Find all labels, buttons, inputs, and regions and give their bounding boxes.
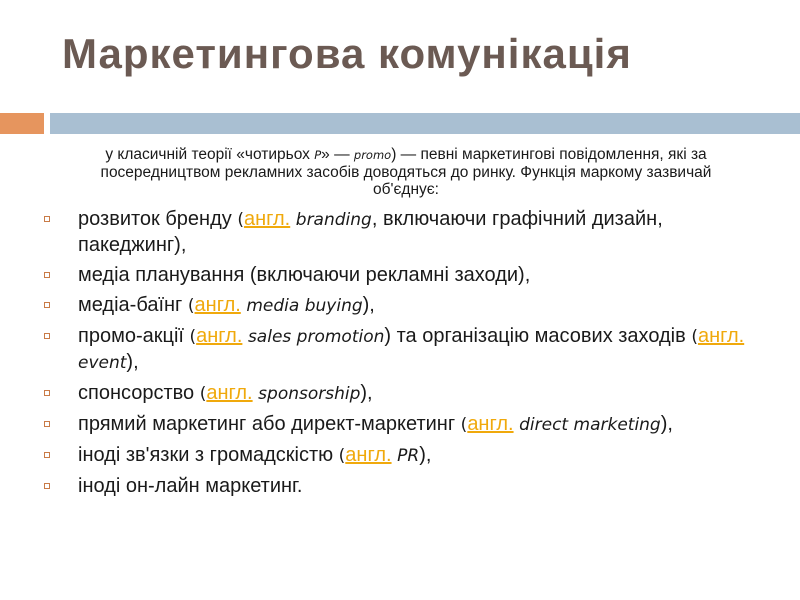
- list-item: [44, 412, 764, 438]
- divider-accent-left: [0, 113, 44, 134]
- foreign-term: media buying: [246, 296, 363, 316]
- foreign-term: direct marketing: [519, 415, 661, 435]
- bullet-text: медіа планування (включаючи рекламні заходи),: [78, 264, 531, 286]
- bullet-text: розвиток бренду: [78, 208, 238, 230]
- bullet-text: іноді зв'язки з громадскістю: [78, 444, 339, 466]
- foreign-term: sponsorship: [258, 384, 361, 404]
- intro-p-letter: P: [314, 148, 322, 162]
- square-bullet-icon: [44, 452, 50, 458]
- bullet-text: ),: [360, 382, 373, 404]
- divider-bar-right: [50, 113, 800, 134]
- list-item: [44, 381, 764, 407]
- foreign-term: PR: [397, 446, 420, 466]
- bullet-text: іноді он-лайн маркетинг.: [78, 475, 303, 497]
- intro-text-1: у класичній теорії «чотирьох: [105, 146, 315, 163]
- engl-link[interactable]: англ.: [345, 444, 392, 466]
- engl-link[interactable]: англ.: [194, 294, 241, 316]
- engl-link[interactable]: англ.: [196, 325, 243, 347]
- open-paren: (: [237, 210, 244, 230]
- bullet-text: промо-акції: [78, 325, 190, 347]
- square-bullet-icon: [44, 216, 50, 222]
- foreign-term: event: [78, 353, 127, 373]
- open-paren: (: [460, 415, 468, 435]
- open-paren: (: [187, 296, 195, 316]
- square-bullet-icon: [44, 333, 50, 339]
- bullet-text: прямий маркетинг або директ-маркетинг: [78, 413, 461, 435]
- list-item: [44, 293, 764, 319]
- engl-link[interactable]: англ.: [243, 208, 291, 230]
- bullet-text: ),: [126, 351, 139, 373]
- intro-paragraph: [72, 146, 740, 198]
- slide-title: Маркетингова комунікація: [62, 30, 632, 77]
- open-paren: (: [338, 446, 346, 466]
- foreign-term: sales promotion: [247, 327, 385, 347]
- square-bullet-icon: [44, 483, 50, 489]
- engl-link[interactable]: англ.: [206, 382, 253, 404]
- square-bullet-icon: [44, 421, 50, 427]
- list-item: [44, 443, 764, 469]
- square-bullet-icon: [44, 302, 50, 308]
- open-paren: (: [691, 327, 698, 347]
- bullet-text: ) та організацію масових заходів: [384, 325, 692, 347]
- bullet-list: [44, 207, 764, 504]
- foreign-term: branding: [295, 210, 372, 230]
- intro-promo-term: promo: [353, 148, 392, 162]
- bullet-text: ),: [419, 444, 432, 466]
- bullet-text: ),: [660, 413, 673, 435]
- intro-text-3: ) — певні маркетингові повідомлення, які за посередництвом рекламних засобів доводяться до ринку. Функція маркому зазвичай об'єднує:: [100, 146, 712, 198]
- open-paren: (: [189, 327, 197, 347]
- square-bullet-icon: [44, 390, 50, 396]
- bullet-text: , включаючи графічний дизайн, пакеджинг),: [78, 208, 663, 256]
- intro-text-2: » —: [321, 146, 354, 163]
- engl-link[interactable]: англ.: [697, 325, 745, 347]
- bullet-text: спонсорство: [78, 382, 200, 404]
- square-bullet-icon: [44, 272, 50, 278]
- list-item: [44, 474, 764, 499]
- engl-link[interactable]: англ.: [467, 413, 514, 435]
- list-item: [44, 207, 764, 258]
- bullet-text: медіа-баїнг: [78, 294, 188, 316]
- list-item: [44, 263, 764, 288]
- bullet-text: ),: [362, 294, 375, 316]
- open-paren: (: [199, 384, 207, 404]
- list-item: [44, 324, 764, 376]
